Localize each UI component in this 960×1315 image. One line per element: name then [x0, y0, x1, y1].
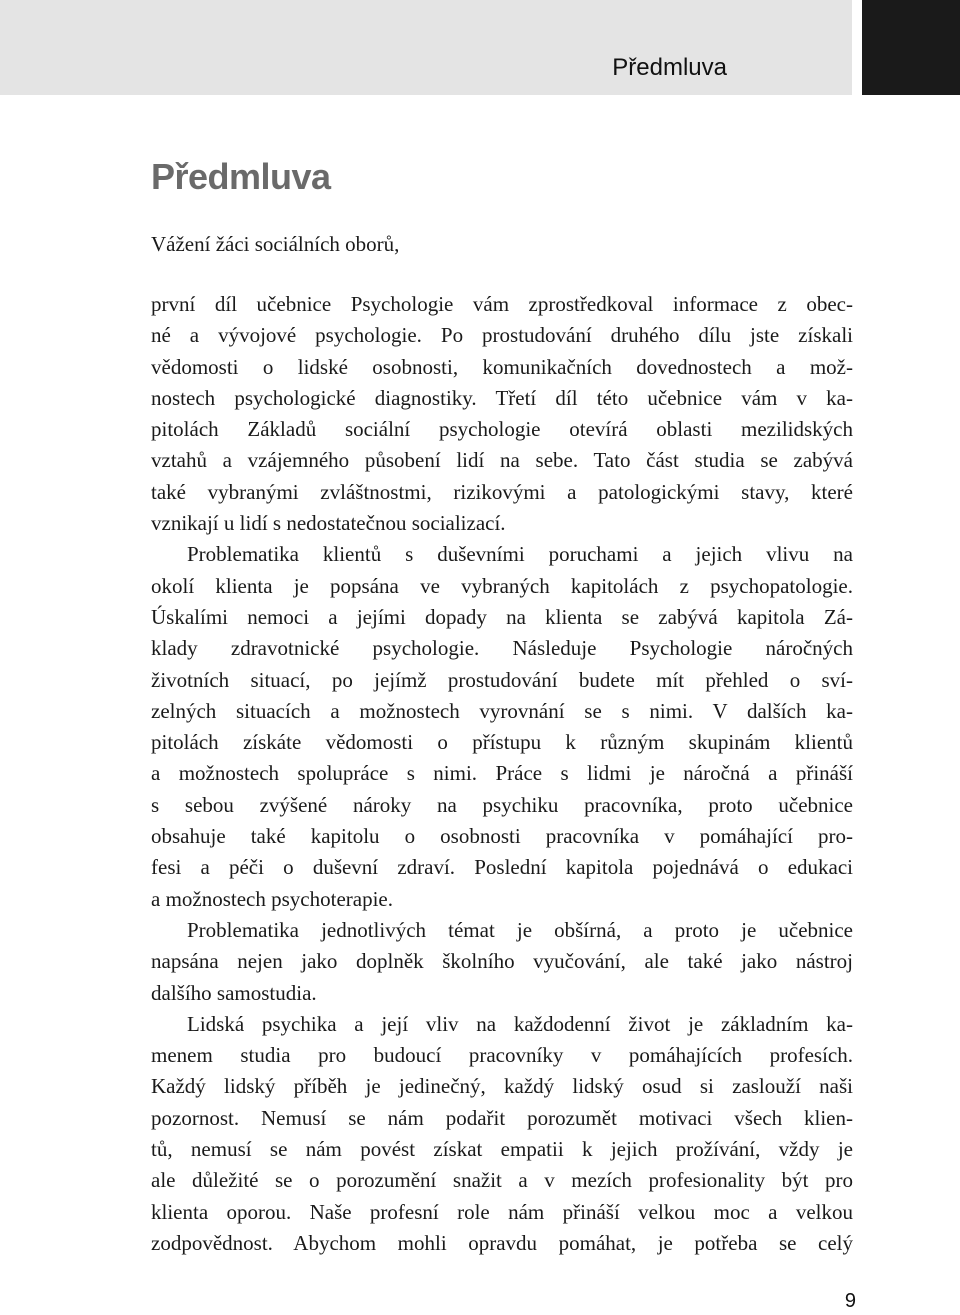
text-line: nostech psychologické diagnostiky. Třetí díl této učebnice vám v ka- — [151, 385, 853, 410]
text-line: první díl učebnice Psychologie vám zprostředkoval informace z obec- — [151, 292, 853, 316]
text-line: životních situací, po jejímž prostudování budete mít přehled o sví- — [151, 667, 853, 692]
text-line: klady zdravotnické psychologie. Následuje Psychologie náročných — [151, 636, 853, 661]
text-line: klienta oporou. Naše profesní role nám přináší velkou moc a velkou — [151, 1199, 853, 1224]
text-line: Každý lidský příběh je jedinečný, každý lidský osud si zaslouží naši — [151, 1074, 853, 1099]
text-line: pozornost. Nemusí se nám podařit porozumět motivaci všech klien- — [151, 1105, 853, 1130]
text-line: Problematika klientů s duševními poruchami a jejich vlivu na — [187, 542, 853, 567]
chapter-title: Předmluva — [151, 156, 331, 197]
text-line: vznikají u lidí s nedostatečnou socializací. — [151, 511, 506, 536]
text-line: s sebou zvýšené nároky na psychiku pracovníka, proto učebnice — [151, 792, 853, 817]
text-line: napsána nejen jako doplněk školního vyučování, ale také jako nástroj — [151, 949, 853, 974]
text-line: dalšího samostudia. — [151, 980, 317, 1005]
text-line: obsahuje také kapitolu o osobnosti pracovníka v pomáhající pro- — [151, 824, 853, 849]
text-line: vědomosti o lidské osobnosti, komunikačních dovednostech a mož- — [151, 354, 853, 379]
text-line: zelných situacích a možnostech vyrovnání se s nimi. V dalších ka- — [151, 698, 853, 723]
running-header-title: Předmluva — [612, 54, 727, 81]
text-line: Úskalími nemoci a jejími dopady na klienta se zabývá kapitola Zá- — [151, 604, 853, 629]
text-line: pitolách získáte vědomosti o přístupu k různým skupinám klientů — [151, 730, 853, 755]
page-number: 9 — [844, 1290, 856, 1312]
text-line: ale důležité se o porozumění snažit a v mezích profesionality být pro — [151, 1168, 853, 1193]
text-line: fesi a péči o duševní zdraví. Poslední kapitola pojednává o edukaci — [151, 855, 853, 880]
salutation: Vážení žáci sociálních oborů, — [151, 232, 400, 256]
header-accent-block — [862, 0, 960, 95]
body-text — [151, 289, 853, 1259]
text-line: a možnostech spolupráce s nimi. Práce s lidmi je náročná a přináší — [151, 761, 853, 786]
text-line: pitolách Základů sociální psychologie otevírá oblasti mezilidských — [151, 417, 853, 442]
running-header-band — [0, 0, 852, 95]
text-line: a možnostech psychoterapie. — [151, 886, 393, 911]
text-line: zodpovědnost. Abychom mohli opravdu pomáhat, je potřeba se celý — [151, 1230, 853, 1255]
text-line: Problematika jednotlivých témat je obšírná, a proto je učebnice — [187, 917, 853, 942]
text-line: vztahů a vzájemného působení lidí na sebe. Tato část studia se zabývá — [151, 448, 853, 473]
text-line: né a vývojové psychologie. Po prostudování druhého dílu jste získali — [151, 323, 853, 348]
text-line: tů, nemusí se nám povést získat empatii k jejich prožívání, vždy je — [151, 1137, 853, 1162]
text-line: menem studia pro budoucí pracovníky v pomáhajících profesích. — [151, 1043, 853, 1068]
text-line: také vybranými zvláštnostmi, rizikovými a patologickými stavy, které — [151, 479, 853, 504]
text-line: okolí klienta je popsána ve vybraných kapitolách z psychopatologie. — [151, 573, 853, 598]
text-line: Lidská psychika a její vliv na každodenní život je základním ka- — [187, 1011, 853, 1036]
